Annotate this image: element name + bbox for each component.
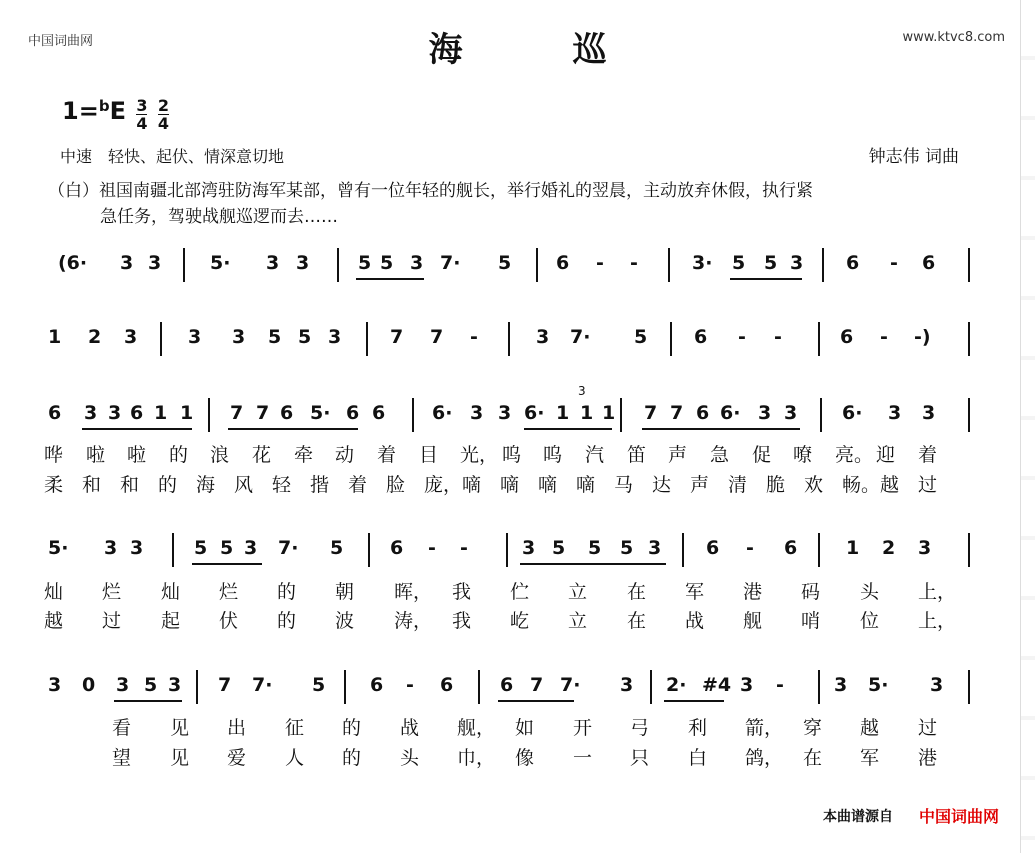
note: 6 [846,252,860,274]
note: 2 [88,326,102,348]
note: 3 [834,674,848,696]
lyric-syllable: 动 [335,444,355,466]
lyric-syllable: 过 [102,610,122,632]
note: 5 [732,252,746,274]
note: 5· [48,537,69,559]
lyric-syllable: 嘀 [462,474,482,496]
lyric-syllable: 亮。 [835,444,874,466]
note: 3· [692,252,713,274]
lyric-syllable: 港 [743,581,763,603]
key-signature [62,97,169,132]
note: 5 [298,326,312,348]
lyric-syllable: 在 [803,747,823,769]
bar-line [478,670,480,704]
bar-line [337,248,339,282]
bar-line [172,533,174,567]
bar-line [668,248,670,282]
lyric-syllable: 伏 [219,610,239,632]
lyric-syllable: 晖， [394,581,433,603]
lyric-syllable: 位 [860,610,880,632]
lyrics-row-3-verse-2 [0,470,1035,510]
bar-line [536,248,538,282]
lyric-syllable: 巾， [457,747,496,769]
note: 5 [358,252,372,274]
lyric-syllable: 箭， [745,717,784,739]
note: 3 [784,402,798,424]
triplet-mark: 3 [578,384,586,398]
lyric-syllable: 舰 [743,610,763,632]
lyric-syllable: 轻 [272,474,292,496]
note: 2· [666,674,687,696]
note: -) [914,326,931,348]
lyric-syllable: 嘀 [538,474,558,496]
bar-line [968,248,970,282]
lyric-syllable: 立 [568,610,588,632]
composer-credit: 钟志伟 词曲 [868,147,959,167]
note: 5 [620,537,634,559]
bar-line [818,670,820,704]
time-signature-2: $\frac{2}{4}$ [157,96,169,133]
bar-line [160,322,162,356]
lyric-syllable: 一 [573,747,593,769]
note: 3 [470,402,484,424]
lyric-syllable: 声 [690,474,710,496]
note: 2 [882,537,896,559]
lyric-syllable: 灿 [44,581,64,603]
lyric-syllable: 出 [227,717,247,739]
lyrics-row-4-verse-2 [0,606,1035,646]
note: - [774,326,782,348]
lyric-syllable: 上， [918,581,957,603]
note: 1 [154,402,168,424]
note: 1 [602,402,616,424]
note: 3 [758,402,772,424]
bar-line [822,248,824,282]
lyric-syllable: 啦 [127,444,147,466]
note: 3 [328,326,342,348]
lyric-syllable: 和 [120,474,140,496]
bar-line [968,322,970,356]
bar-line [650,670,652,704]
lyric-syllable: 立 [568,581,588,603]
lyric-syllable: 笛 [627,444,647,466]
note: 6 [130,402,144,424]
lyric-syllable: 在 [627,581,647,603]
lyric-syllable: 的 [158,474,178,496]
narration [48,178,978,230]
note: 3 [922,402,936,424]
note: 3 [740,674,754,696]
note: 5 [498,252,512,274]
note: - [470,326,478,348]
lyric-syllable: 烂 [219,581,239,603]
note: 3 [410,252,424,274]
lyric-syllable: 的 [169,444,189,466]
bar-line [368,533,370,567]
note: 5· [310,402,331,424]
lyric-syllable: 码 [801,581,821,603]
note: 1 [846,537,860,559]
lyric-syllable: 涛， [394,610,433,632]
note: 7· [440,252,461,274]
lyric-syllable: 波 [335,610,355,632]
note: 6· [720,402,741,424]
note: 6 [440,674,454,696]
lyric-syllable: 着 [918,444,938,466]
bar-line [508,322,510,356]
lyric-syllable: 的 [277,610,297,632]
note: 6 [346,402,360,424]
lyrics-row-5-verse-2 [0,743,1035,783]
lyric-syllable: 战 [400,717,420,739]
lyric-syllable: 牵 [294,444,314,466]
note: - [880,326,888,348]
note: 5 [588,537,602,559]
note: 7 [230,402,244,424]
lyric-syllable: 我 [452,610,472,632]
lyric-syllable: 的 [342,747,362,769]
lyric-syllable: 白 [688,747,708,769]
note: 3 [48,674,62,696]
note: (6· [58,252,88,274]
note: 5 [634,326,648,348]
song-title: 海巡 [428,30,717,70]
lyric-syllable: 和 [82,474,102,496]
note: - [776,674,784,696]
note: 3 [620,674,634,696]
bar-line [366,322,368,356]
lyric-syllable: 马 [614,474,634,496]
note: 7 [670,402,684,424]
note: 3 [188,326,202,348]
lyric-syllable: 汽 [585,444,605,466]
note: 7 [390,326,404,348]
lyric-syllable: 过 [918,717,938,739]
note: 6 [280,402,294,424]
lyric-syllable: 着 [377,444,397,466]
note: 1 [180,402,194,424]
lyric-syllable: 见 [170,717,190,739]
lyric-syllable: 的 [277,581,297,603]
note: 3 [648,537,662,559]
note: 3 [84,402,98,424]
bar-line [620,398,622,432]
lyric-syllable: 穿 [803,717,823,739]
note: 6 [696,402,710,424]
lyric-syllable: 看 [112,717,132,739]
lyric-syllable: 只 [630,747,650,769]
key-note: E [109,97,126,125]
note: 3 [296,252,310,274]
note: 7 [644,402,658,424]
note: 5· [210,252,231,274]
bar-line [682,533,684,567]
note: 3 [120,252,134,274]
bar-line [196,670,198,704]
note: 6 [48,402,62,424]
beam-underline [356,278,424,280]
lyric-syllable: 呜 [543,444,563,466]
note: - [596,252,604,274]
lyric-syllable: 越 [44,610,64,632]
note: 7 [430,326,444,348]
lyric-syllable: 开 [573,717,593,739]
note: 6 [694,326,708,348]
bar-line [968,398,970,432]
lyric-syllable: 如 [515,717,535,739]
note: 7· [570,326,591,348]
note: 3 [116,674,130,696]
lyric-syllable: 嘀 [500,474,520,496]
lyric-syllable: 舰， [457,717,496,739]
time-signature-1: $\frac{3}{4}$ [136,96,148,133]
note: 7· [278,537,299,559]
note: 6 [500,674,514,696]
beam-underline [730,278,802,280]
note: 6· [432,402,453,424]
beam-underline [192,563,262,565]
note: 7 [530,674,544,696]
note: 3 [124,326,138,348]
lyric-syllable: 过 [918,474,938,496]
bar-line [670,322,672,356]
lyric-syllable: 风 [234,474,254,496]
lyric-syllable: 急 [710,444,730,466]
lyric-syllable: 浪 [210,444,230,466]
note: 3 [108,402,122,424]
lyric-syllable: 揩 [310,474,330,496]
beam-underline [524,428,612,430]
bar-line [506,533,508,567]
note: 6 [784,537,798,559]
lyric-syllable: 着 [348,474,368,496]
note: - [406,674,414,696]
lyric-syllable: 爱 [227,747,247,769]
lyric-syllable: 嘀 [576,474,596,496]
beam-underline [664,700,724,702]
lyric-syllable: 啦 [86,444,106,466]
bar-line [412,398,414,432]
source-label: 本曲谱源自 [823,809,893,825]
note: 6 [370,674,384,696]
lyric-syllable: 像 [515,747,535,769]
score-row-3 [0,384,1035,438]
note: 3 [498,402,512,424]
note: 3 [232,326,246,348]
lyric-syllable: 军 [685,581,705,603]
note: 3 [168,674,182,696]
lyric-syllable: 弓 [630,717,650,739]
note: 6 [922,252,936,274]
note: 3 [522,537,536,559]
note: 7 [218,674,232,696]
lyric-syllable: 烂 [102,581,122,603]
note: 6· [524,402,545,424]
lyric-syllable: 嘹 [793,444,813,466]
lyric-syllable: 促 [752,444,772,466]
note: 6 [556,252,570,274]
lyric-syllable: 目 [419,444,439,466]
note: 7· [560,674,581,696]
bar-line [344,670,346,704]
bar-line [820,398,822,432]
note: 5 [764,252,778,274]
lyric-syllable: 在 [627,610,647,632]
tempo-marking: 中速 轻快、起伏、情深意切地 [60,147,285,166]
lyric-syllable: 屹 [510,610,530,632]
bar-line [183,248,185,282]
beam-underline [498,700,574,702]
lyric-syllable: 头 [860,581,880,603]
note: 5 [194,537,208,559]
note: 5 [330,537,344,559]
note: 6 [390,537,404,559]
lyric-syllable: 伫 [510,581,530,603]
beam-underline [82,428,192,430]
note: - [460,537,468,559]
lyric-syllable: 光， [460,444,499,466]
note: 3 [130,537,144,559]
lyric-syllable: 头 [400,747,420,769]
source-site-link[interactable]: 中国词曲网 [918,807,999,826]
note: 1 [580,402,594,424]
lyric-syllable: 庞， [424,474,463,496]
note: 6· [842,402,863,424]
lyric-syllable: 达 [652,474,672,496]
note: - [746,537,754,559]
note: - [428,537,436,559]
lyric-syllable: 灿 [161,581,181,603]
lyric-syllable: 利 [688,717,708,739]
lyric-syllable: 见 [170,747,190,769]
note: 5 [552,537,566,559]
note: 3 [918,537,932,559]
note: #4 [702,674,732,696]
lyric-syllable: 越 [880,474,900,496]
beam-underline [114,700,182,702]
note: 6 [706,537,720,559]
lyric-syllable: 柔 [44,474,64,496]
lyric-syllable: 清 [728,474,748,496]
beam-underline [520,563,666,565]
lyric-syllable: 脆 [766,474,786,496]
lyric-syllable: 的 [342,717,362,739]
score-row-4 [0,533,1035,573]
lyric-syllable: 欢 [804,474,824,496]
lyric-syllable: 脸 [386,474,406,496]
note: 5 [312,674,326,696]
note: 5 [268,326,282,348]
lyric-syllable: 哗 [44,444,64,466]
note: 7 [256,402,270,424]
note: 5 [380,252,394,274]
site-name-left: 中国词曲网 [28,34,94,49]
note: 1 [48,326,62,348]
lyric-syllable: 朝 [335,581,355,603]
narration-line-1: （白）祖国南疆北部湾驻防海军某部，曾有一位年轻的舰长，举行婚礼的翌晨，主动放弃休假，执行紧 [48,181,813,201]
beam-underline [228,428,358,430]
bar-line [968,670,970,704]
site-url-right: www.ktvc8.com [902,30,1005,45]
bar-line [968,533,970,567]
note: 5 [144,674,158,696]
lyric-syllable: 战 [685,610,705,632]
lyric-syllable: 我 [452,581,472,603]
lyric-syllable: 哨 [801,610,821,632]
note: 3 [536,326,550,348]
lyric-syllable: 声 [668,444,688,466]
flat-sign: b [98,97,110,115]
bar-line [818,533,820,567]
note: 6 [840,326,854,348]
lyric-syllable: 越 [860,717,880,739]
note: - [890,252,898,274]
lyric-syllable: 畅。 [842,474,881,496]
lyric-syllable: 花 [252,444,272,466]
lyric-syllable: 港 [918,747,938,769]
lyric-syllable: 海 [196,474,216,496]
note: 5 [220,537,234,559]
note: 3 [930,674,944,696]
note: 6 [372,402,386,424]
lyric-syllable: 鸽， [745,747,784,769]
bar-line [208,398,210,432]
key-prefix: 1= [62,97,99,125]
lyric-syllable: 人 [285,747,305,769]
note: - [630,252,638,274]
note: 1 [556,402,570,424]
note: 3 [244,537,258,559]
lyric-syllable: 望 [112,747,132,769]
bar-line [818,322,820,356]
note: 7· [252,674,273,696]
score-row-2 [0,322,1035,362]
note: 5· [868,674,889,696]
lyric-syllable: 呜 [502,444,522,466]
narration-line-2: 急任务，驾驶战舰巡逻而去…… [100,207,338,227]
note: - [738,326,746,348]
lyric-syllable: 上， [918,610,957,632]
lyric-syllable: 起 [161,610,181,632]
lyric-syllable: 军 [860,747,880,769]
lyric-syllable: 征 [285,717,305,739]
score-row-1 [0,248,1035,288]
beam-underline [642,428,800,430]
lyric-syllable: 迎 [876,444,896,466]
note: 3 [266,252,280,274]
note: 0 [82,674,96,696]
note: 3 [148,252,162,274]
note: 3 [790,252,804,274]
note: 3 [104,537,118,559]
score-row-5 [0,670,1035,710]
note: 3 [888,402,902,424]
